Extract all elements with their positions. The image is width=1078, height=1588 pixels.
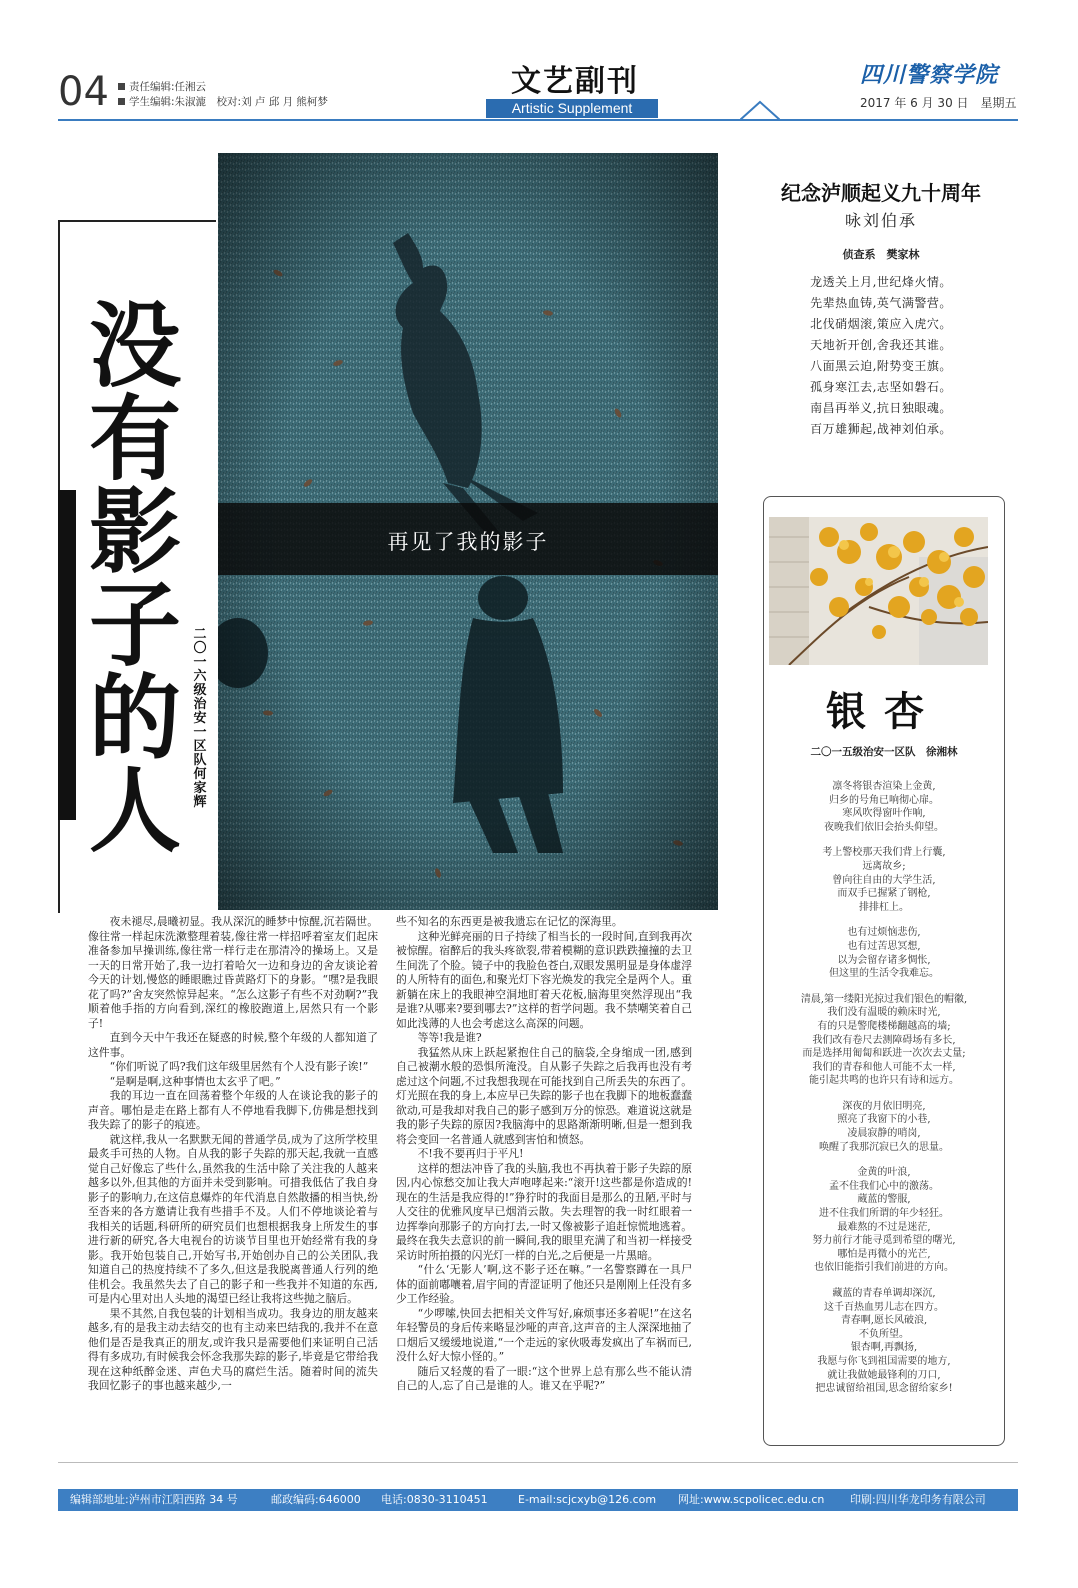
paragraph: 直到今天中午我还在疑惑的时候,整个年级的人都知道了这件事。 xyxy=(88,1031,378,1059)
poem1-title: 纪念泸顺起义九十周年 xyxy=(781,181,981,205)
poem-line: 这千百热血男儿志在四方。 xyxy=(824,1301,944,1313)
poem1-body xyxy=(756,272,1006,440)
poem-line: 北伐硝烟滚,策应入虎穴。 xyxy=(810,317,952,331)
article-column-1 xyxy=(88,915,378,1394)
poem-line: 有的只是警爬楼梯翻越高的墙; xyxy=(817,1020,951,1032)
poem-line: 但这里的生活令我难忘。 xyxy=(829,968,939,980)
poem-line: 也有过烦恼悲伤, xyxy=(847,927,921,939)
poem2-body xyxy=(775,780,993,1408)
page-number: 04 xyxy=(58,69,109,115)
poem-line: 先辈热血铸,英气满警营。 xyxy=(810,296,952,310)
poem-line: 蔵蓝的警服, xyxy=(857,1194,911,1206)
poem-stanza xyxy=(775,926,993,980)
poem-line: 清晨,第一缕阳光掠过我们银色的帽徽, xyxy=(800,993,968,1005)
paragraph: 我的耳边一直在回荡着整个年级的人在谈论我的影子的声音。哪怕是走在路上都有人不停地看我脚下,仿佛是想找到我失踪了的影子的痕迹。 xyxy=(88,1089,378,1131)
title-char: 影 xyxy=(88,479,181,586)
poem1-author: 侦查系 樊家林 xyxy=(842,248,920,261)
paragraph: “是啊是啊,这种事情也太玄乎了吧。” xyxy=(109,1074,281,1088)
poem-line: 深夜的月依旧明亮, xyxy=(842,1100,926,1112)
paragraph: 我猛然从床上跃起紧抱住自己的脑袋,全身缩成一团,感到自己被潮水般的恐惧所淹没。自从影子失踪之后我再也没有考虑过这个问题,不过我想我现在可能找到自己所丢失的东西了。灯光照在我的身上,本应早已失踪的影子也在我脚下的地板蠢蠢欲动,可是我却对我自己的影子感到万分的惊恐。难道说这就是我的影子失踪的原因?我脑海中的思路渐渐明晰,但是一想到我将会变回一名普通人就感到害怕和愤怒。 xyxy=(396,1045,692,1146)
poem2-author: 二〇一五级治安一区队 徐湘林 xyxy=(810,746,958,758)
poem-line: 能引起共鸣的也许只有诗和远方。 xyxy=(809,1075,959,1087)
poem-stanza xyxy=(775,846,993,914)
header-notch-icon xyxy=(740,100,780,122)
poem-line: 龙透关上月,世纪烽火情。 xyxy=(810,275,952,289)
paragraph: 这种光鲜亮丽的日子持续了相当长的一段时间,直到我再次被惊醒。宿醉后的我头疼欲裂,带着模糊的意识跌跌撞撞的去卫生间洗了个脸。镜子中的我脸色苍白,双眼发黑明显是身体虚浮的人所特有的面色,和聚光灯下容光焕发的我完全是两个人。重新躺在床上的我眼神空洞地盯着天花板,脑海里突然浮现出“我是谁?从哪来?要到哪去?”这样的哲学问题。我不禁嘲笑着自己如此浅薄的人也会考虑这么高深的问题。 xyxy=(396,929,692,1030)
editor-credits xyxy=(118,80,328,110)
title-char: 有 xyxy=(88,386,181,493)
poem-line: 也有过苦思冥想, xyxy=(847,940,921,952)
poem-line: 寒风吹得窗叶作响, xyxy=(842,808,926,820)
footer-divider xyxy=(58,1462,1018,1463)
poem-stanza xyxy=(775,1287,993,1396)
paragraph: “你们听说了吗?我们这年级里居然有个人没有影子诶!” xyxy=(109,1060,369,1073)
title-char: 的 xyxy=(88,665,181,772)
paragraph: 随后又轻蔑的看了一眼:“这个世界上总有那么些不能认清自己的人,忘了自己是谁的人。谁又在乎呢?” xyxy=(396,1364,692,1392)
poem-line: 青春啊,愿长风破浪, xyxy=(840,1315,928,1327)
paragraph: 果不其然,自我包装的计划相当成功。我身边的朋友越来越多,有的是我主动去结交的也有主动来巴结我的,我并不在意他们是否是我真正的朋友,或许我只是需要他们来证明自己活得有多成功,有时候我会怀念我那失踪的影子,毕竟是它带给我现在这种纸醉金迷、声色犬马的腐烂生活。随着时间的流失我回忆影子的事也越来越少,一 xyxy=(88,1306,378,1392)
poem-line: 哪怕是再微小的光芒, xyxy=(837,1248,931,1260)
poem-line: 努力前行才能寻觅到希望的曙光, xyxy=(812,1235,956,1247)
poem-line: 八面黑云迫,附势变王旗。 xyxy=(810,359,952,373)
poem-line: 最难熬的不过是迷茫, xyxy=(837,1221,931,1233)
article-title xyxy=(80,293,190,865)
poem-line: 我们的青春和他人可能不太一样, xyxy=(812,1061,956,1073)
poem-line: 孟不住我们心中的激荡。 xyxy=(829,1180,939,1192)
poem-stanza xyxy=(775,1166,993,1275)
paragraph: 些不知名的东西更是被我遗忘在记忆的深海里。 xyxy=(396,915,623,928)
poem-stanza xyxy=(775,780,993,834)
paragraph: 就这样,我从一名默默无闻的普通学员,成为了这所学校里最炙手可热的人物。自从我的影子失踪的那天起,我就一直感觉自己好像忘了些什么,虽然我的生活中除了关注我的人越来越多以外,但其他的方面并未受到影响。可措我低估了我自身影子的影响力,在这信息爆炸的年代消息自然散播的相当快,纷至沓来的各方邀请让我有些措手不及。人们不停地谈论着与我相关的话题,科研所的研究员们也想根据我身上所发生的事进行新的研究,各大电视台的访谈节目里也开始经常有我的身影。我开始包装自己,开始写书,开始创办自己的公关团队,我知道自己的热度持续不了多久,但这是我脱离普通人行列的绝佳机会。我虽然失去了自己的影子和一些我并不知道的东西,可是内心里对出人头地的渴望已经让我将这些抛之脑后。 xyxy=(88,1132,378,1305)
title-black-bar xyxy=(58,490,76,820)
poem-line: 藏蓝的青春单调却深沉, xyxy=(832,1288,936,1299)
poem-line: 百万雄狮起,战神刘伯承。 xyxy=(810,422,952,436)
footer-email[interactable]: E-mail:scjcxyb@126.com xyxy=(518,1493,657,1506)
issue-date: 2017 年 6 月 30 日 星期五 xyxy=(860,96,1017,110)
poem-line: 考上警校那天我们背上行囊, xyxy=(822,847,946,859)
photo-caption: 再见了我的影子 xyxy=(387,530,549,554)
section-title: 文艺副刊 xyxy=(511,64,639,99)
masthead-logo: 四川警察学院 xyxy=(860,62,999,88)
article-column-2 xyxy=(396,915,692,1394)
poem-line: 而双手已握紧了钢枪, xyxy=(837,888,931,900)
poem2-title: 银杏 xyxy=(826,689,942,735)
poem-line: 我们改有卷尺去测障碍场有多长, xyxy=(812,1034,956,1046)
paragraph: 这样的想法冲昏了我的头脑,我也不再执着于影子失踪的原因,内心惊愁交加让我大声咆哮起来:“滚开!这些都是你造成的!现在的生活是我应得的!”狰狞时的我面目是那么的丑陋,平时与人交往的优雅风度早已烟消云散。失去理智的我一时红眼着一边挥拳向那影子的方向打去,一时又像被影子追赶惊慌地逃着。最终在我失去意识的前一瞬间,我的眼里充满了和当初一样接受采访时所拍摄的闪光灯一样的白光,之后便是一片黑暗。 xyxy=(396,1161,692,1262)
poem-stanza xyxy=(767,993,1001,1088)
poem-line: 不负所望。 xyxy=(859,1328,909,1340)
bullet-square-icon xyxy=(118,83,125,90)
footer-website[interactable]: 网址:www.scpolicec.edu.cn xyxy=(678,1493,825,1506)
footer-phone: 电话:0830-3110451 xyxy=(381,1493,488,1506)
footer-bar xyxy=(58,1489,1018,1511)
poem-line: 天地祈开创,舍我还其谁。 xyxy=(810,338,952,352)
title-char: 子 xyxy=(88,572,181,679)
poem-line: 就让我做她最锋利的刀口, xyxy=(827,1369,941,1381)
poem-line: 远离故乡; xyxy=(862,860,906,872)
poem-stanza xyxy=(775,1100,993,1154)
poem-line: 凌晨寂静的哨岗, xyxy=(847,1128,921,1140)
poem-line: 归乡的号角已响彻心扉。 xyxy=(829,794,939,806)
poem-line: 夜晚我们依旧会抬头仰望。 xyxy=(824,821,944,833)
paragraph: “什么‘无影人’啊,这不影子还在嘛。”一名警察蹲在一具尸体的面前嘟嚷着,眉宇间的青涩证明了他还只是刚刚上任没有多少工作经验。 xyxy=(396,1263,692,1305)
poem-line: 我们没有温暖的赖床时光, xyxy=(827,1007,941,1019)
poem-line: 金黄的叶浪, xyxy=(857,1167,911,1179)
poem-line: 进不住我们所谓的年少轻狂。 xyxy=(819,1208,949,1220)
footer-address: 编辑部地址:泸州市江阳西路 34 号 xyxy=(70,1493,238,1506)
poem1-subtitle: 咏刘伯承 xyxy=(844,211,917,230)
title-char: 人 xyxy=(88,758,181,865)
poem-line: 曾向往自由的大学生活, xyxy=(832,874,936,886)
poem-line: 排排杠上。 xyxy=(859,901,909,913)
poem-line: 把忠诚留给祖国,思念留给家乡! xyxy=(815,1383,953,1395)
article-author: 二〇一六级治安一区队 何家辉 xyxy=(193,627,207,810)
title-char: 没 xyxy=(88,293,181,400)
editor-line-2: 学生编辑:朱淑漉 校对:刘 卢 邱 月 熊柯梦 xyxy=(129,96,328,108)
poem-line: 以为会留存诸多惆怅, xyxy=(837,954,931,966)
editor-line-1: 责任编辑:任湘云 xyxy=(129,81,207,93)
header-divider xyxy=(58,119,1018,121)
poem-line: 南昌再举义,抗日独眼魂。 xyxy=(810,401,952,415)
paragraph: 夜未褪尽,晨曦初显。我从深沉的睡梦中惊醒,沉若隔世。像往常一样起床洗漱整理着装,像往常一样招呼着室友们起床准备参加早操训练,像往常一样行走在那清冷的操场上。又是一天的日常开始了,我一边打着哈欠一边和身边的舍友谈论着今天的计划,慢悠的睡眼瞧过昏黄路灯下的身影。“嘿?是我眼花了吗?”舍友突然惊异起来。“怎么这影子有些不对劲啊?”我顺着他手指的方向看到,深红的橡胶跑道上,居然只有一个影子! xyxy=(88,915,378,1030)
poem-line: 银杏啊,再飘扬, xyxy=(850,1342,918,1354)
paragraph: “少啰嗦,快回去把相关文件写好,麻烦事还多着呢!”在这名年轻警员的身后传来略显沙哑的声音,这声音的主人深深地抽了口烟后又缓缓地说道,“一个走远的家伙吸毒发疯出了车祸而已,没什么好大惊小怪的。” xyxy=(396,1306,692,1363)
section-subtitle: Artistic Supplement xyxy=(486,99,658,118)
poem-line: 凛冬将银杏渲染上金黄, xyxy=(832,781,936,792)
paragraph: 不!我不要再归于平凡! xyxy=(417,1147,524,1160)
poem-line: 照亮了我窗下的小巷, xyxy=(837,1114,931,1126)
paragraph: 等等!我是谁? xyxy=(417,1031,482,1044)
footer-printer: 印刷:四川华龙印务有限公司 xyxy=(850,1493,986,1506)
poem-line: 而是选择用匍匐和跃进一次次去丈量; xyxy=(802,1048,966,1060)
ginkgo-photo xyxy=(769,517,988,665)
poem-line: 唤醒了我那沉寂已久的思量。 xyxy=(819,1141,949,1153)
footer-postcode: 邮政编码:646000 xyxy=(271,1493,361,1506)
poem-line: 孤身寒江去,志坚如磐石。 xyxy=(810,380,952,394)
bullet-square-icon xyxy=(118,98,125,105)
poem-line: 也依旧能指引我们前进的方向。 xyxy=(814,1262,954,1274)
poem-line: 我愿与你飞到祖国需要的地方, xyxy=(817,1355,951,1367)
